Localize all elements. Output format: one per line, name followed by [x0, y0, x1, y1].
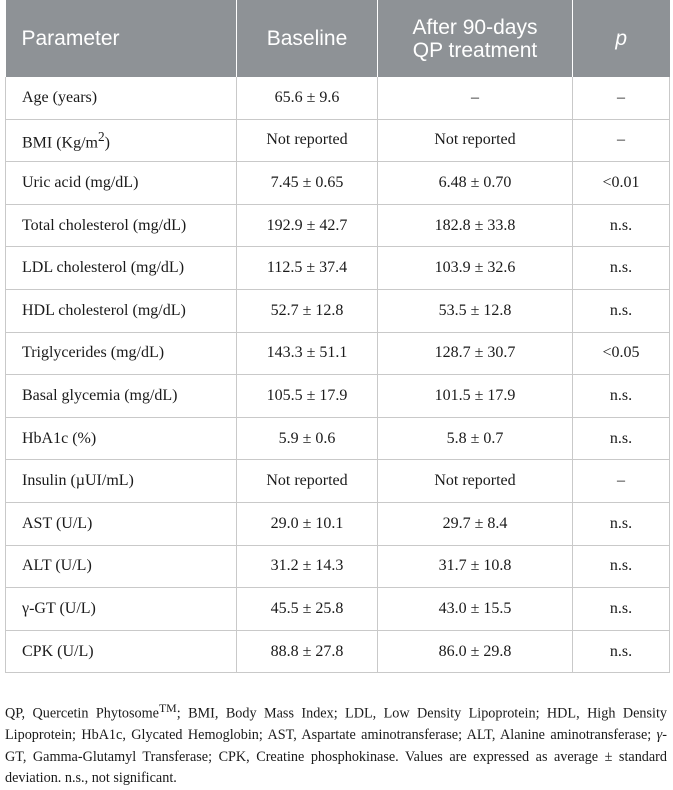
cell-after-treatment: 6.48 ± 0.70: [378, 162, 573, 205]
cell-after-treatment: 29.7 ± 8.4: [378, 502, 573, 545]
table-row: [6, 162, 670, 205]
table-row: [6, 289, 670, 332]
parameter-label: LDL cholesterol (mg/dL): [22, 259, 185, 277]
cell-p-value: n.s.: [573, 204, 670, 247]
table-row: [6, 375, 670, 418]
cell-after-treatment: 101.5 ± 17.9: [378, 375, 573, 418]
cell-after-treatment: Not reported: [378, 119, 573, 162]
results-table: [5, 0, 670, 673]
cell-baseline: 192.9 ± 42.7: [237, 204, 378, 247]
parameter-label: Total cholesterol (mg/dL): [22, 216, 187, 234]
header-after-line2: QP treatment: [412, 38, 538, 62]
parameter-label: Triglycerides (mg/dL): [22, 344, 165, 362]
parameter-label: Uric acid (mg/dL): [22, 173, 139, 191]
cell-parameter: [6, 119, 237, 162]
header-p-label: p: [615, 27, 628, 50]
cell-after-treatment: 128.7 ± 30.7: [378, 332, 573, 375]
footnote-part3: -GT, Gamma-Glutamyl Transferase; CPK, Creatine phosphokinase. Values are expressed as average ± standard deviation. n.s., not significant.: [5, 727, 667, 787]
cell-after-treatment: 182.8 ± 33.8: [378, 204, 573, 247]
table-container: [5, 0, 669, 673]
cell-parameter: [6, 502, 237, 545]
cell-after-treatment: 53.5 ± 12.8: [378, 289, 573, 332]
parameter-label: BMI (Kg/m: [22, 134, 98, 152]
cell-parameter: [6, 545, 237, 588]
table-row: [6, 247, 670, 290]
table-body: [6, 77, 670, 673]
parameter-label: CPK (U/L): [22, 642, 94, 660]
cell-baseline: 88.8 ± 27.8: [237, 630, 378, 673]
table-row: [6, 460, 670, 503]
cell-parameter: [6, 332, 237, 375]
cell-parameter: [6, 247, 237, 290]
parameter-label: ALT (U/L): [22, 557, 92, 575]
cell-baseline: Not reported: [237, 460, 378, 503]
header-p: [573, 0, 670, 77]
parameter-label: Insulin (µUI/mL): [22, 472, 134, 490]
header-after-treatment: [378, 0, 573, 77]
table-row: [6, 545, 670, 588]
cell-baseline: 112.5 ± 37.4: [237, 247, 378, 290]
cell-p-value: n.s.: [573, 588, 670, 631]
cell-parameter: [6, 375, 237, 418]
cell-baseline: 7.45 ± 0.65: [237, 162, 378, 205]
cell-baseline: 65.6 ± 9.6: [237, 77, 378, 119]
footnote-part1: QP, Quercetin Phytosome: [5, 705, 159, 722]
cell-after-treatment: –: [378, 77, 573, 119]
cell-parameter: [6, 162, 237, 205]
cell-p-value: –: [573, 460, 670, 503]
cell-baseline: 45.5 ± 25.8: [237, 588, 378, 631]
table-footnote: [5, 698, 667, 790]
cell-after-treatment: 86.0 ± 29.8: [378, 630, 573, 673]
cell-after-treatment: 103.9 ± 32.6: [378, 247, 573, 290]
cell-after-treatment: 31.7 ± 10.8: [378, 545, 573, 588]
cell-baseline: 105.5 ± 17.9: [237, 375, 378, 418]
table-header: [6, 0, 670, 77]
cell-p-value: n.s.: [573, 289, 670, 332]
parameter-label: AST (U/L): [22, 514, 93, 532]
cell-after-treatment: 43.0 ± 15.5: [378, 588, 573, 631]
cell-parameter: [6, 289, 237, 332]
parameter-tail: ): [104, 134, 110, 152]
cell-p-value: n.s.: [573, 630, 670, 673]
table-row: [6, 630, 670, 673]
table-row: [6, 204, 670, 247]
parameter-label: HDL cholesterol (mg/dL): [22, 301, 186, 319]
cell-parameter: [6, 630, 237, 673]
cell-parameter: [6, 588, 237, 631]
table-row: [6, 588, 670, 631]
cell-baseline: 52.7 ± 12.8: [237, 289, 378, 332]
footnote-part2: ; BMI, Body Mass Index; LDL, Low Density Lipoprotein; HDL, High Density Lipoprotein; HbA1c, Glycated Hemoglobin; AST, Aspartate aminotransferase; ALT, Alanine aminotransferase;: [5, 705, 667, 744]
header-row: [6, 0, 670, 77]
parameter-superscript: 2: [98, 128, 105, 144]
footnote-tm: TM: [158, 701, 177, 715]
parameter-label: Age (years): [22, 88, 98, 106]
cell-baseline: 5.9 ± 0.6: [237, 417, 378, 460]
cell-parameter: [6, 204, 237, 247]
cell-p-value: –: [573, 119, 670, 162]
cell-p-value: <0.05: [573, 332, 670, 375]
parameter-label: Basal glycemia (mg/dL): [22, 386, 178, 404]
table-row: [6, 119, 670, 162]
cell-baseline: 29.0 ± 10.1: [237, 502, 378, 545]
cell-after-treatment: 5.8 ± 0.7: [378, 417, 573, 460]
cell-baseline: 31.2 ± 14.3: [237, 545, 378, 588]
parameter-label: γ-GT (U/L): [22, 599, 96, 617]
cell-after-treatment: Not reported: [378, 460, 573, 503]
header-baseline: Baseline: [237, 0, 378, 77]
table-row: [6, 417, 670, 460]
header-after-line1: After 90-days: [412, 15, 538, 39]
cell-p-value: <0.01: [573, 162, 670, 205]
cell-parameter: [6, 77, 237, 119]
cell-p-value: n.s.: [573, 417, 670, 460]
cell-parameter: [6, 417, 237, 460]
header-parameter: Parameter: [6, 0, 237, 77]
table-row: [6, 332, 670, 375]
cell-parameter: [6, 460, 237, 503]
cell-baseline: 143.3 ± 51.1: [237, 332, 378, 375]
cell-p-value: n.s.: [573, 545, 670, 588]
cell-p-value: n.s.: [573, 502, 670, 545]
footnote-gamma: γ: [656, 727, 663, 744]
cell-baseline: Not reported: [237, 119, 378, 162]
parameter-label: HbA1c (%): [22, 429, 97, 447]
cell-p-value: n.s.: [573, 247, 670, 290]
cell-p-value: n.s.: [573, 375, 670, 418]
cell-p-value: –: [573, 77, 670, 119]
table-row: [6, 502, 670, 545]
table-row: [6, 77, 670, 119]
